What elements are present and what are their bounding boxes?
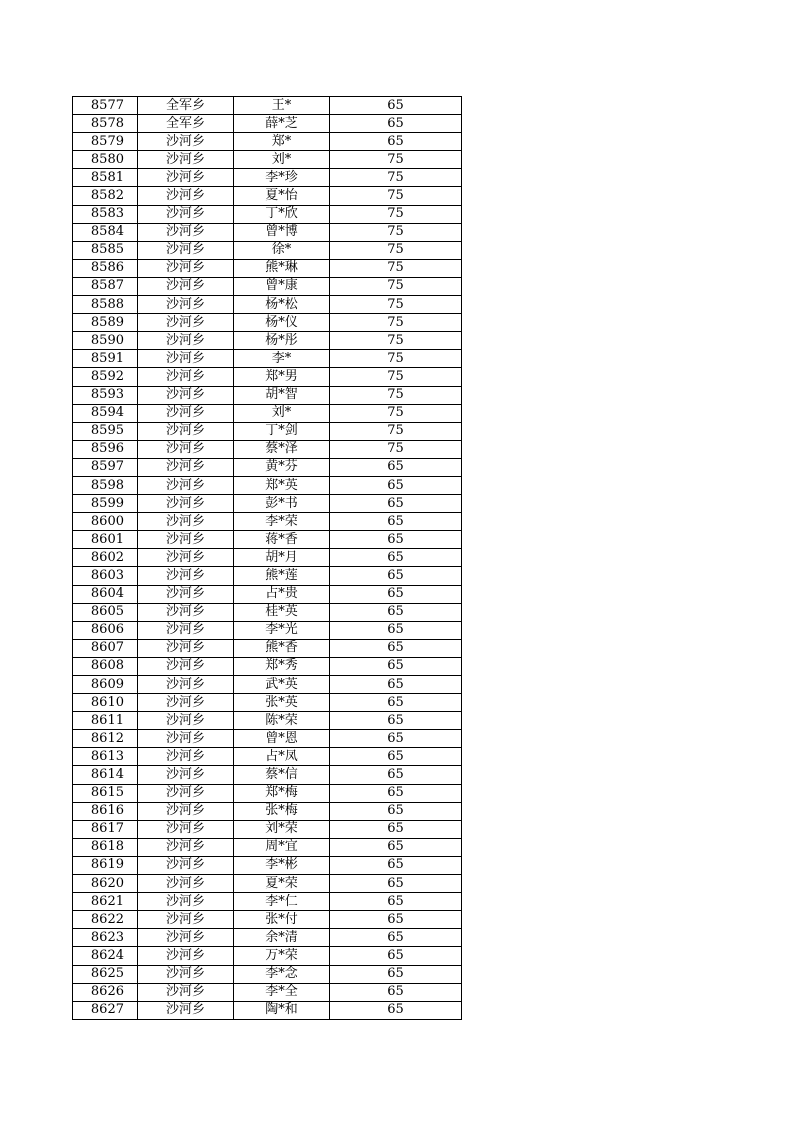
town-cell: 沙河乡 — [138, 820, 234, 838]
score-cell: 65 — [330, 893, 462, 911]
score-cell: 65 — [330, 585, 462, 603]
score-cell: 65 — [330, 531, 462, 549]
score-cell: 75 — [330, 332, 462, 350]
table-row — [73, 657, 462, 675]
table-row — [73, 621, 462, 639]
score-cell: 65 — [330, 911, 462, 929]
table-row — [73, 1001, 462, 1019]
data-table — [72, 96, 462, 1020]
name-cell: 李* — [234, 350, 330, 368]
row-id-cell: 8600 — [73, 513, 138, 531]
table-row — [73, 314, 462, 332]
table-row — [73, 730, 462, 748]
town-cell: 沙河乡 — [138, 386, 234, 404]
score-cell: 75 — [330, 277, 462, 295]
town-cell: 沙河乡 — [138, 404, 234, 422]
town-cell: 沙河乡 — [138, 712, 234, 730]
score-cell: 65 — [330, 856, 462, 874]
table-row — [73, 748, 462, 766]
town-cell: 沙河乡 — [138, 205, 234, 223]
row-id-cell: 8627 — [73, 1001, 138, 1019]
score-cell: 75 — [330, 350, 462, 368]
score-cell: 75 — [330, 386, 462, 404]
score-cell: 65 — [330, 657, 462, 675]
name-cell: 夏*怡 — [234, 187, 330, 205]
table-row — [73, 296, 462, 314]
row-id-cell: 8623 — [73, 929, 138, 947]
name-cell: 杨*松 — [234, 296, 330, 314]
name-cell: 李*珍 — [234, 169, 330, 187]
table-row — [73, 277, 462, 295]
table-row — [73, 893, 462, 911]
table-row — [73, 422, 462, 440]
row-id-cell: 8599 — [73, 495, 138, 513]
name-cell: 刘* — [234, 404, 330, 422]
table-body — [73, 97, 462, 1020]
town-cell: 沙河乡 — [138, 784, 234, 802]
name-cell: 熊*莲 — [234, 567, 330, 585]
score-cell: 65 — [330, 712, 462, 730]
score-cell: 65 — [330, 603, 462, 621]
row-id-cell: 8618 — [73, 838, 138, 856]
town-cell: 沙河乡 — [138, 314, 234, 332]
row-id-cell: 8581 — [73, 169, 138, 187]
table-row — [73, 911, 462, 929]
row-id-cell: 8624 — [73, 947, 138, 965]
row-id-cell: 8591 — [73, 350, 138, 368]
score-cell: 65 — [330, 748, 462, 766]
row-id-cell: 8617 — [73, 820, 138, 838]
town-cell: 沙河乡 — [138, 440, 234, 458]
town-cell: 沙河乡 — [138, 929, 234, 947]
table-row — [73, 97, 462, 115]
score-cell: 65 — [330, 766, 462, 784]
score-cell: 65 — [330, 513, 462, 531]
name-cell: 桂*英 — [234, 603, 330, 621]
town-cell: 沙河乡 — [138, 676, 234, 694]
row-id-cell: 8594 — [73, 404, 138, 422]
name-cell: 万*荣 — [234, 947, 330, 965]
table-row — [73, 495, 462, 513]
name-cell: 薛*芝 — [234, 115, 330, 133]
town-cell: 沙河乡 — [138, 856, 234, 874]
score-cell: 65 — [330, 820, 462, 838]
name-cell: 刘*荣 — [234, 820, 330, 838]
name-cell: 刘* — [234, 151, 330, 169]
row-id-cell: 8595 — [73, 422, 138, 440]
town-cell: 沙河乡 — [138, 893, 234, 911]
table-row — [73, 875, 462, 893]
score-cell: 75 — [330, 151, 462, 169]
name-cell: 曾*恩 — [234, 730, 330, 748]
score-cell: 65 — [330, 784, 462, 802]
table-row — [73, 115, 462, 133]
table-row — [73, 332, 462, 350]
table-row — [73, 947, 462, 965]
town-cell: 沙河乡 — [138, 259, 234, 277]
score-cell: 75 — [330, 241, 462, 259]
table-row — [73, 838, 462, 856]
score-cell: 65 — [330, 476, 462, 494]
row-id-cell: 8612 — [73, 730, 138, 748]
row-id-cell: 8589 — [73, 314, 138, 332]
table-row — [73, 169, 462, 187]
row-id-cell: 8619 — [73, 856, 138, 874]
name-cell: 李*光 — [234, 621, 330, 639]
name-cell: 夏*荣 — [234, 875, 330, 893]
town-cell: 沙河乡 — [138, 223, 234, 241]
table-row — [73, 368, 462, 386]
row-id-cell: 8582 — [73, 187, 138, 205]
row-id-cell: 8606 — [73, 621, 138, 639]
score-cell: 65 — [330, 458, 462, 476]
score-cell: 65 — [330, 676, 462, 694]
name-cell: 张*梅 — [234, 802, 330, 820]
name-cell: 武*英 — [234, 676, 330, 694]
row-id-cell: 8609 — [73, 676, 138, 694]
table-row — [73, 676, 462, 694]
row-id-cell: 8603 — [73, 567, 138, 585]
town-cell: 沙河乡 — [138, 476, 234, 494]
town-cell: 沙河乡 — [138, 422, 234, 440]
table-row — [73, 802, 462, 820]
name-cell: 李*全 — [234, 983, 330, 1001]
table-row — [73, 241, 462, 259]
row-id-cell: 8579 — [73, 133, 138, 151]
town-cell: 沙河乡 — [138, 513, 234, 531]
town-cell: 沙河乡 — [138, 368, 234, 386]
town-cell: 沙河乡 — [138, 169, 234, 187]
table-row — [73, 531, 462, 549]
table-row — [73, 712, 462, 730]
row-id-cell: 8616 — [73, 802, 138, 820]
table-row — [73, 784, 462, 802]
town-cell: 沙河乡 — [138, 911, 234, 929]
town-cell: 沙河乡 — [138, 766, 234, 784]
row-id-cell: 8585 — [73, 241, 138, 259]
score-cell: 65 — [330, 97, 462, 115]
name-cell: 李*荣 — [234, 513, 330, 531]
row-id-cell: 8577 — [73, 97, 138, 115]
table-row — [73, 259, 462, 277]
town-cell: 沙河乡 — [138, 621, 234, 639]
row-id-cell: 8625 — [73, 965, 138, 983]
table-row — [73, 133, 462, 151]
town-cell: 沙河乡 — [138, 531, 234, 549]
table-row — [73, 386, 462, 404]
town-cell: 沙河乡 — [138, 296, 234, 314]
row-id-cell: 8586 — [73, 259, 138, 277]
table-row — [73, 458, 462, 476]
name-cell: 杨*彤 — [234, 332, 330, 350]
row-id-cell: 8614 — [73, 766, 138, 784]
row-id-cell: 8601 — [73, 531, 138, 549]
name-cell: 曾*博 — [234, 223, 330, 241]
table-row — [73, 476, 462, 494]
name-cell: 蔡*信 — [234, 766, 330, 784]
town-cell: 沙河乡 — [138, 277, 234, 295]
name-cell: 占*贵 — [234, 585, 330, 603]
name-cell: 曾*康 — [234, 277, 330, 295]
name-cell: 黄*芬 — [234, 458, 330, 476]
town-cell: 沙河乡 — [138, 694, 234, 712]
name-cell: 彭*书 — [234, 495, 330, 513]
town-cell: 沙河乡 — [138, 151, 234, 169]
town-cell: 沙河乡 — [138, 639, 234, 657]
table-row — [73, 567, 462, 585]
score-cell: 75 — [330, 223, 462, 241]
town-cell: 沙河乡 — [138, 603, 234, 621]
score-cell: 75 — [330, 187, 462, 205]
table-row — [73, 585, 462, 603]
town-cell: 沙河乡 — [138, 549, 234, 567]
town-cell: 沙河乡 — [138, 187, 234, 205]
name-cell: 余*清 — [234, 929, 330, 947]
score-cell: 75 — [330, 404, 462, 422]
row-id-cell: 8578 — [73, 115, 138, 133]
score-cell: 75 — [330, 314, 462, 332]
name-cell: 胡*智 — [234, 386, 330, 404]
row-id-cell: 8602 — [73, 549, 138, 567]
name-cell: 徐* — [234, 241, 330, 259]
table-row — [73, 205, 462, 223]
town-cell: 沙河乡 — [138, 983, 234, 1001]
score-cell: 75 — [330, 296, 462, 314]
town-cell: 沙河乡 — [138, 947, 234, 965]
name-cell: 张*英 — [234, 694, 330, 712]
town-cell: 沙河乡 — [138, 458, 234, 476]
town-cell: 沙河乡 — [138, 748, 234, 766]
table-row — [73, 766, 462, 784]
name-cell: 丁*欣 — [234, 205, 330, 223]
name-cell: 郑*男 — [234, 368, 330, 386]
row-id-cell: 8593 — [73, 386, 138, 404]
score-cell: 75 — [330, 259, 462, 277]
town-cell: 沙河乡 — [138, 585, 234, 603]
table-row — [73, 404, 462, 422]
name-cell: 郑*英 — [234, 476, 330, 494]
row-id-cell: 8620 — [73, 875, 138, 893]
score-cell: 75 — [330, 422, 462, 440]
name-cell: 李*仁 — [234, 893, 330, 911]
row-id-cell: 8597 — [73, 458, 138, 476]
town-cell: 沙河乡 — [138, 495, 234, 513]
town-cell: 沙河乡 — [138, 730, 234, 748]
row-id-cell: 8584 — [73, 223, 138, 241]
name-cell: 陈*荣 — [234, 712, 330, 730]
name-cell: 李*念 — [234, 965, 330, 983]
score-cell: 65 — [330, 1001, 462, 1019]
row-id-cell: 8621 — [73, 893, 138, 911]
score-cell: 65 — [330, 965, 462, 983]
row-id-cell: 8604 — [73, 585, 138, 603]
row-id-cell: 8580 — [73, 151, 138, 169]
table-row — [73, 513, 462, 531]
name-cell: 丁*剑 — [234, 422, 330, 440]
name-cell: 陶*和 — [234, 1001, 330, 1019]
town-cell: 沙河乡 — [138, 133, 234, 151]
score-cell: 65 — [330, 621, 462, 639]
table-row — [73, 603, 462, 621]
table-row — [73, 639, 462, 657]
score-cell: 75 — [330, 368, 462, 386]
town-cell: 全军乡 — [138, 97, 234, 115]
score-cell: 65 — [330, 133, 462, 151]
table-row — [73, 549, 462, 567]
row-id-cell: 8610 — [73, 694, 138, 712]
name-cell: 蔡*泽 — [234, 440, 330, 458]
row-id-cell: 8622 — [73, 911, 138, 929]
table-row — [73, 151, 462, 169]
name-cell: 周*宜 — [234, 838, 330, 856]
name-cell: 郑* — [234, 133, 330, 151]
row-id-cell: 8596 — [73, 440, 138, 458]
score-cell: 65 — [330, 875, 462, 893]
row-id-cell: 8626 — [73, 983, 138, 1001]
town-cell: 沙河乡 — [138, 1001, 234, 1019]
name-cell: 张*付 — [234, 911, 330, 929]
score-cell: 65 — [330, 983, 462, 1001]
row-id-cell: 8583 — [73, 205, 138, 223]
town-cell: 沙河乡 — [138, 657, 234, 675]
name-cell: 蒋*香 — [234, 531, 330, 549]
table-row — [73, 965, 462, 983]
name-cell: 郑*梅 — [234, 784, 330, 802]
name-cell: 李*彬 — [234, 856, 330, 874]
row-id-cell: 8605 — [73, 603, 138, 621]
table-row — [73, 440, 462, 458]
name-cell: 杨*仪 — [234, 314, 330, 332]
score-cell: 65 — [330, 730, 462, 748]
row-id-cell: 8615 — [73, 784, 138, 802]
town-cell: 沙河乡 — [138, 350, 234, 368]
score-cell: 65 — [330, 639, 462, 657]
row-id-cell: 8598 — [73, 476, 138, 494]
table-row — [73, 694, 462, 712]
table-row — [73, 187, 462, 205]
name-cell: 熊*琳 — [234, 259, 330, 277]
table-row — [73, 350, 462, 368]
table-row — [73, 820, 462, 838]
score-cell: 65 — [330, 495, 462, 513]
row-id-cell: 8587 — [73, 277, 138, 295]
score-cell: 65 — [330, 567, 462, 585]
score-cell: 65 — [330, 694, 462, 712]
score-cell: 65 — [330, 947, 462, 965]
town-cell: 沙河乡 — [138, 875, 234, 893]
score-cell: 65 — [330, 838, 462, 856]
row-id-cell: 8607 — [73, 639, 138, 657]
row-id-cell: 8588 — [73, 296, 138, 314]
town-cell: 沙河乡 — [138, 241, 234, 259]
table-row — [73, 856, 462, 874]
name-cell: 郑*秀 — [234, 657, 330, 675]
score-cell: 75 — [330, 205, 462, 223]
row-id-cell: 8611 — [73, 712, 138, 730]
score-cell: 75 — [330, 169, 462, 187]
score-cell: 65 — [330, 115, 462, 133]
town-cell: 沙河乡 — [138, 567, 234, 585]
town-cell: 沙河乡 — [138, 965, 234, 983]
row-id-cell: 8613 — [73, 748, 138, 766]
town-cell: 全军乡 — [138, 115, 234, 133]
score-cell: 65 — [330, 549, 462, 567]
table-row — [73, 983, 462, 1001]
table-row — [73, 223, 462, 241]
name-cell: 占*凤 — [234, 748, 330, 766]
name-cell: 熊*香 — [234, 639, 330, 657]
row-id-cell: 8590 — [73, 332, 138, 350]
table-row — [73, 929, 462, 947]
row-id-cell: 8608 — [73, 657, 138, 675]
town-cell: 沙河乡 — [138, 802, 234, 820]
row-id-cell: 8592 — [73, 368, 138, 386]
score-cell: 65 — [330, 802, 462, 820]
name-cell: 王* — [234, 97, 330, 115]
score-cell: 75 — [330, 440, 462, 458]
name-cell: 胡*月 — [234, 549, 330, 567]
town-cell: 沙河乡 — [138, 332, 234, 350]
score-cell: 65 — [330, 929, 462, 947]
town-cell: 沙河乡 — [138, 838, 234, 856]
